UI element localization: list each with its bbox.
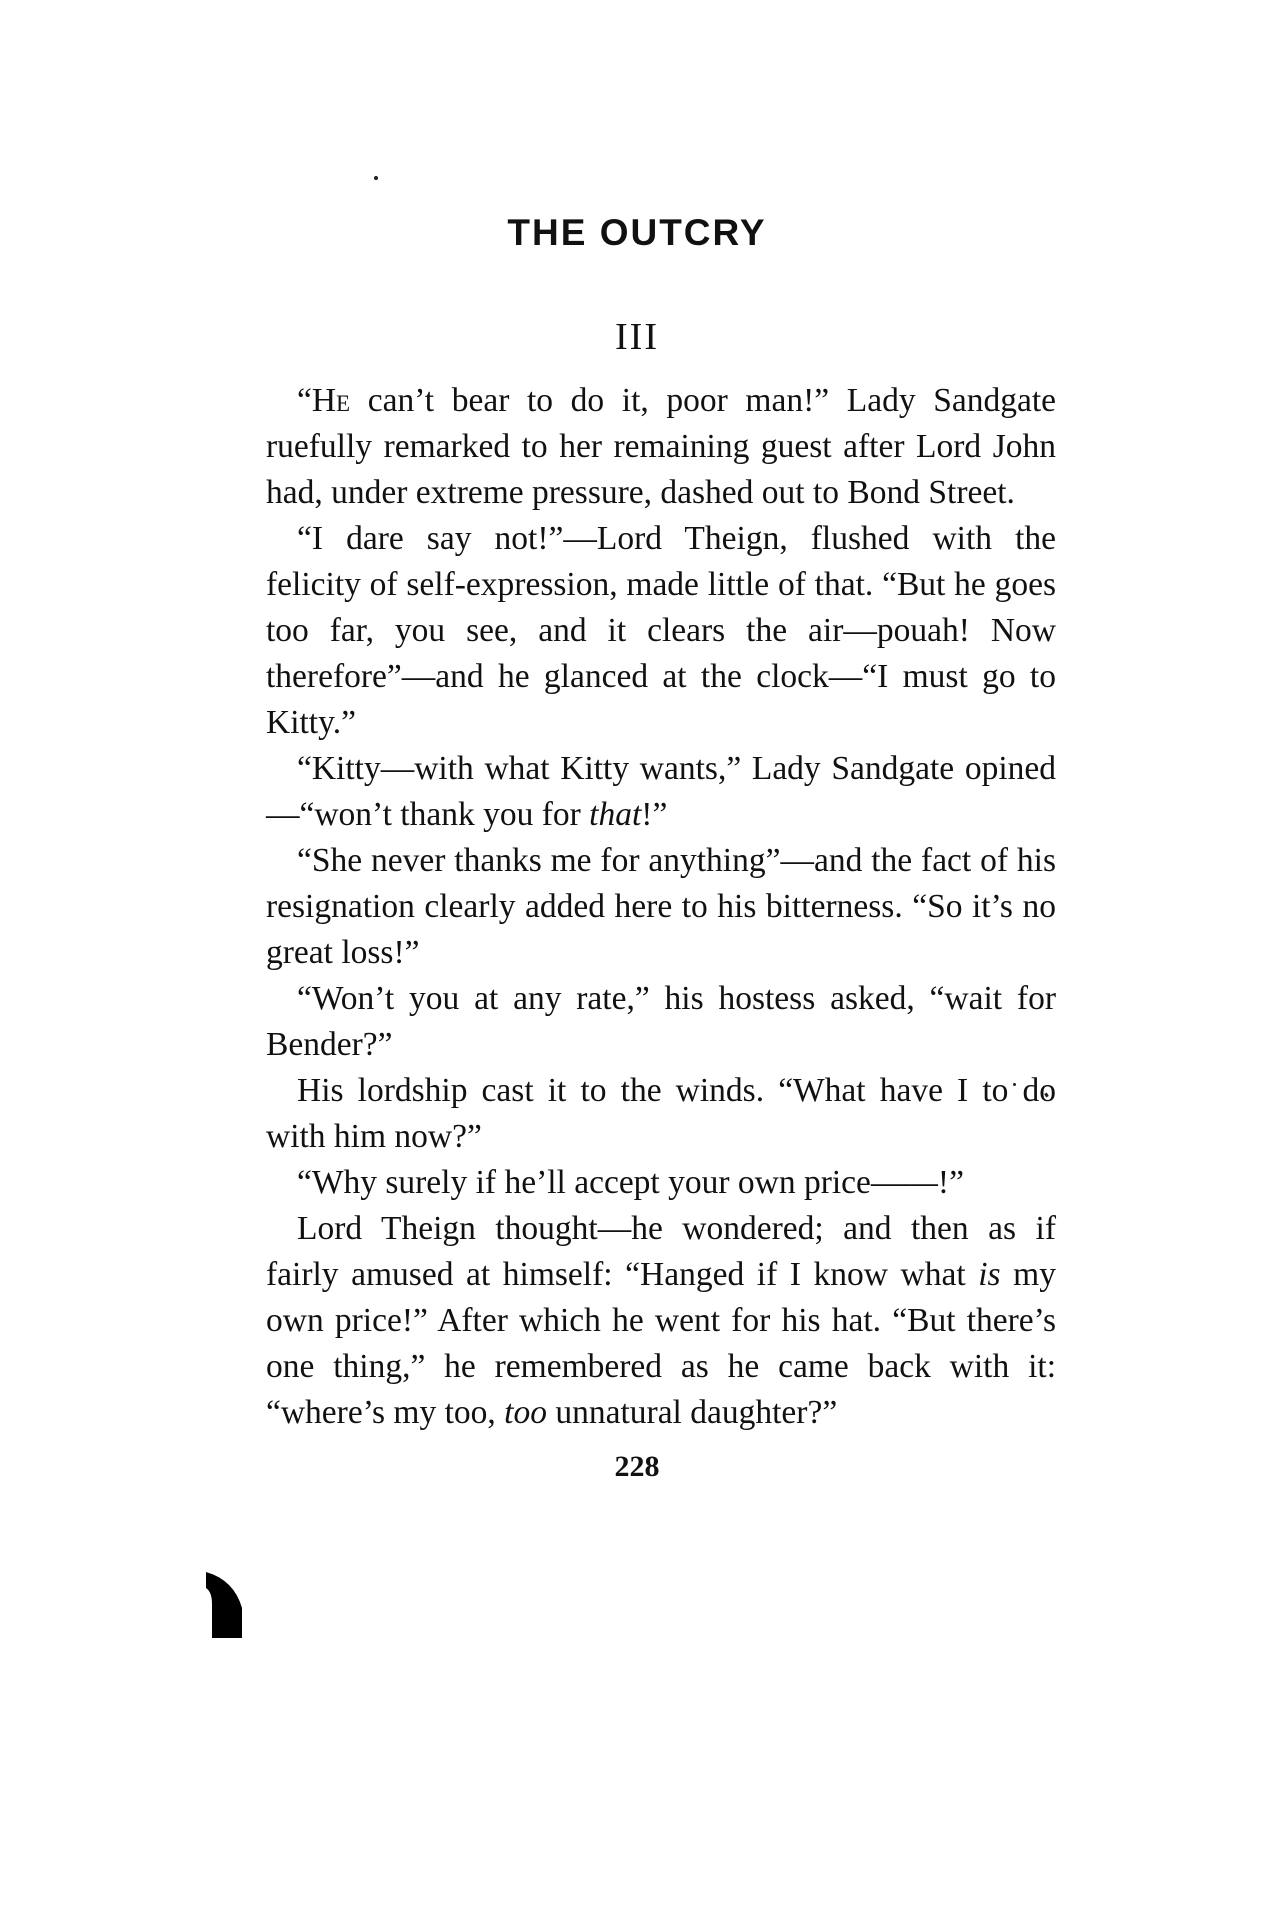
paragraph-text: “Won’t you at any rate,” his hostess asked, “wait for Bender?” bbox=[266, 980, 1056, 1063]
paragraph-text: “Kitty—with what Kitty wants,” Lady Sandgate opined—“won’t thank you for bbox=[266, 750, 1056, 833]
paragraph-lead: “He bbox=[297, 382, 351, 419]
paragraph bbox=[266, 1068, 1056, 1160]
paragraph-text: can’t bear to do it, poor man!” Lady Sandgate ruefully remarked to her remaining guest after Lord John had, under extreme pressure, dashed out to Bond Street. bbox=[266, 382, 1056, 511]
paragraph-text: “Why surely if he’ll accept your own price——!” bbox=[297, 1164, 964, 1201]
paragraph-text: !” bbox=[641, 796, 668, 833]
paragraph-text: “I dare say not!”—Lord Theign, flushed with the felicity of self-expression, made little of that. “But he goes too far, you see, and it clears the air—pouah! Now therefore”—and he glanced at the clock—“I must go to Kitty.” bbox=[266, 520, 1056, 741]
paragraph bbox=[266, 838, 1056, 976]
page-number: 228 bbox=[614, 1450, 660, 1483]
paragraph bbox=[266, 976, 1056, 1068]
paragraph bbox=[266, 746, 1056, 838]
italic-text: too bbox=[504, 1394, 547, 1431]
paragraph-text: my own price!” After which he went for his hat. “But there’s one thing,” he remembered as he came back with it: “where’s my too, bbox=[266, 1256, 1056, 1431]
corner-tab-icon bbox=[204, 1570, 244, 1640]
paragraph-text: unnatural daughter?” bbox=[546, 1394, 838, 1431]
paragraph-text: His lordship cast it to the winds. “What have I to do with him now?” bbox=[266, 1072, 1056, 1155]
paragraph bbox=[266, 1160, 1056, 1206]
paragraph-text: Lord Theign thought—he wondered; and then as if fairly amused at himself: “Hanged if I know what bbox=[266, 1210, 1056, 1293]
italic-text: that bbox=[589, 796, 642, 833]
body-text bbox=[266, 378, 1056, 1436]
chapter-number: III bbox=[615, 316, 659, 358]
paragraph bbox=[266, 378, 1056, 516]
paragraph bbox=[266, 516, 1056, 746]
print-speck bbox=[374, 176, 378, 180]
italic-text: is bbox=[978, 1256, 1001, 1293]
paragraph-text: “She never thanks me for anything”—and the fact of his resignation clearly added here to his bitterness. “So it’s no great loss!” bbox=[266, 842, 1056, 971]
running-head: THE OUTCRY bbox=[507, 212, 767, 253]
paragraph bbox=[266, 1206, 1056, 1436]
